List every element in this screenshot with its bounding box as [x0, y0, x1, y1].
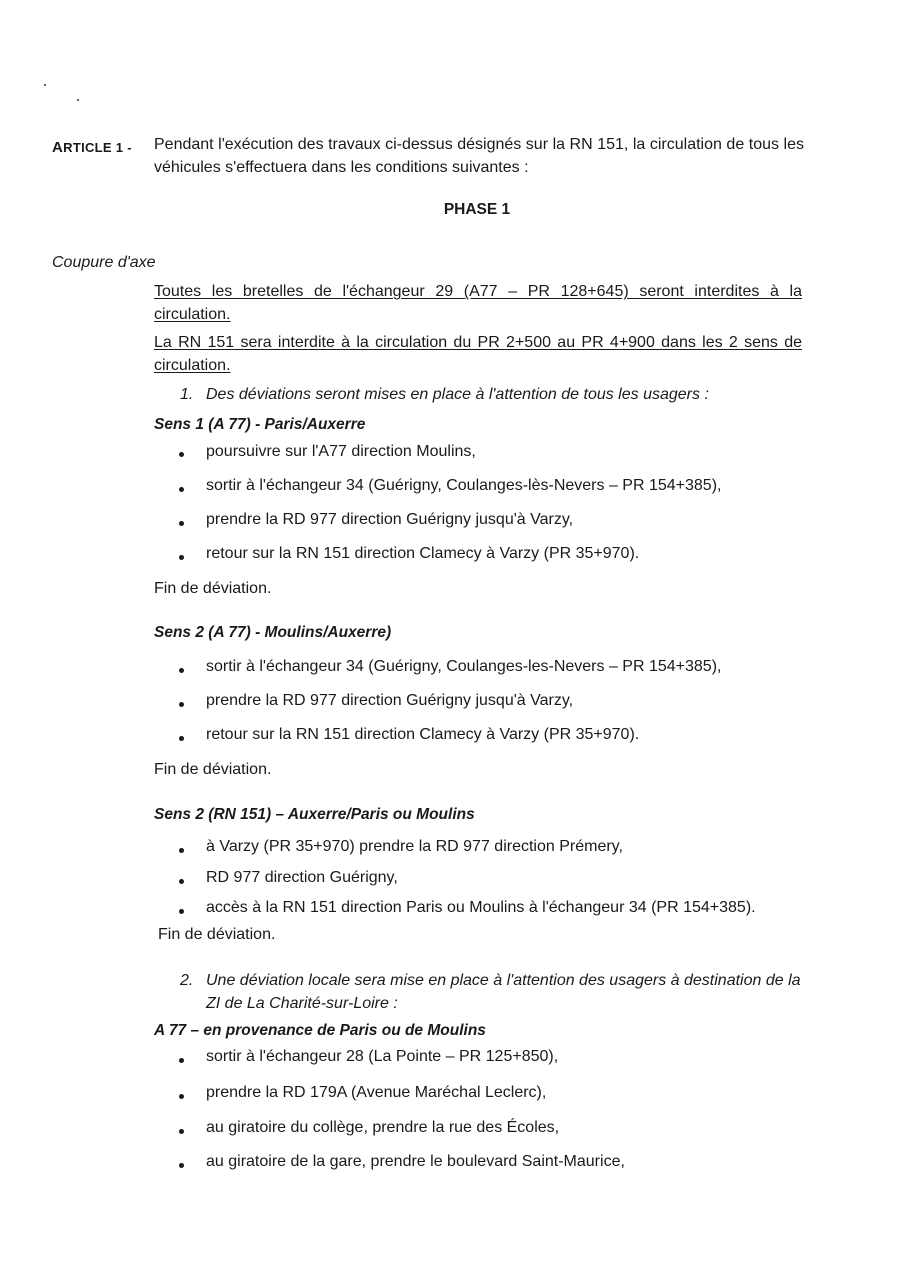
- scan-speck: [77, 99, 79, 101]
- bullet-icon: [179, 555, 184, 560]
- group-4-title: A 77 – en provenance de Paris ou de Moulins: [154, 1022, 486, 1039]
- numbered-item-1-number: 1.: [180, 386, 194, 403]
- article-label: ARTICLE 1 -: [52, 139, 132, 156]
- group-4-item-4: au giratoire de la gare, prendre le boulevard Saint-Maurice,: [206, 1153, 625, 1170]
- bullet-icon: [179, 848, 184, 853]
- group-1-item-4: retour sur la RN 151 direction Clamecy à Varzy (PR 35+970).: [206, 545, 640, 562]
- numbered-item-1-text: Des déviations seront mises en place à l'attention de tous les usagers :: [206, 386, 709, 403]
- group-2-end: Fin de déviation.: [154, 761, 272, 778]
- bullet-icon: [179, 487, 184, 492]
- group-2-item-3: retour sur la RN 151 direction Clamecy à Varzy (PR 35+970).: [206, 726, 640, 743]
- bullet-icon: [179, 452, 184, 457]
- bullet-icon: [179, 1129, 184, 1134]
- closure-paragraph-2: La RN 151 sera interdite à la circulation du PR 2+500 au PR 4+900 dans les 2 sens de circulation.: [154, 334, 802, 374]
- section-title: Coupure d'axe: [52, 254, 156, 271]
- bullet-icon: [179, 702, 184, 707]
- group-4-item-2: prendre la RD 179A (Avenue Maréchal Leclerc),: [206, 1084, 547, 1101]
- bullet-icon: [179, 1094, 184, 1099]
- group-2-item-2: prendre la RD 977 direction Guérigny jusqu'à Varzy,: [206, 692, 574, 709]
- numbered-item-2-text: Une déviation locale sera mise en place à l'attention des usagers à destination de la ZI de La Charité-sur-Loire :: [206, 972, 801, 1012]
- bullet-icon: [179, 736, 184, 741]
- group-3-item-2: RD 977 direction Guérigny,: [206, 869, 398, 886]
- group-4-item-1: sortir à l'échangeur 28 (La Pointe – PR 125+850),: [206, 1048, 559, 1065]
- bullet-icon: [179, 909, 184, 914]
- closure-paragraph-1: Toutes les bretelles de l'échangeur 29 (A77 – PR 128+645) seront interdites à la circulation.: [154, 283, 802, 323]
- group-3-item-3: accès à la RN 151 direction Paris ou Moulins à l'échangeur 34 (PR 154+385).: [206, 899, 756, 916]
- bullet-icon: [179, 1058, 184, 1063]
- bullet-icon: [179, 521, 184, 526]
- phase-title: PHASE 1: [443, 201, 511, 218]
- group-2-title: Sens 2 (A 77) - Moulins/Auxerre): [154, 624, 392, 641]
- group-1-item-3: prendre la RD 977 direction Guérigny jusqu'à Varzy,: [206, 511, 574, 528]
- bullet-icon: [179, 1163, 184, 1168]
- group-3-item-1: à Varzy (PR 35+970) prendre la RD 977 direction Prémery,: [206, 838, 623, 855]
- group-3-title: Sens 2 (RN 151) – Auxerre/Paris ou Moulins: [154, 806, 475, 823]
- bullet-icon: [179, 879, 184, 884]
- group-1-item-2: sortir à l'échangeur 34 (Guérigny, Coulanges-lès-Nevers – PR 154+385),: [206, 477, 722, 494]
- group-1-item-1: poursuivre sur l'A77 direction Moulins,: [206, 443, 476, 460]
- group-1-end: Fin de déviation.: [154, 580, 272, 597]
- article-text: Pendant l'exécution des travaux ci-dessus désignés sur la RN 151, la circulation de tous les véhicules s'effectuera dans les conditions suivantes :: [154, 136, 804, 176]
- group-2-item-1: sortir à l'échangeur 34 (Guérigny, Coulanges-les-Nevers – PR 154+385),: [206, 658, 722, 675]
- scan-speck: [44, 84, 46, 86]
- group-1-title: Sens 1 (A 77) - Paris/Auxerre: [154, 416, 366, 433]
- group-3-end: Fin de déviation.: [158, 926, 276, 943]
- bullet-icon: [179, 668, 184, 673]
- group-4-item-3: au giratoire du collège, prendre la rue des Écoles,: [206, 1119, 560, 1136]
- numbered-item-2-number: 2.: [180, 972, 194, 989]
